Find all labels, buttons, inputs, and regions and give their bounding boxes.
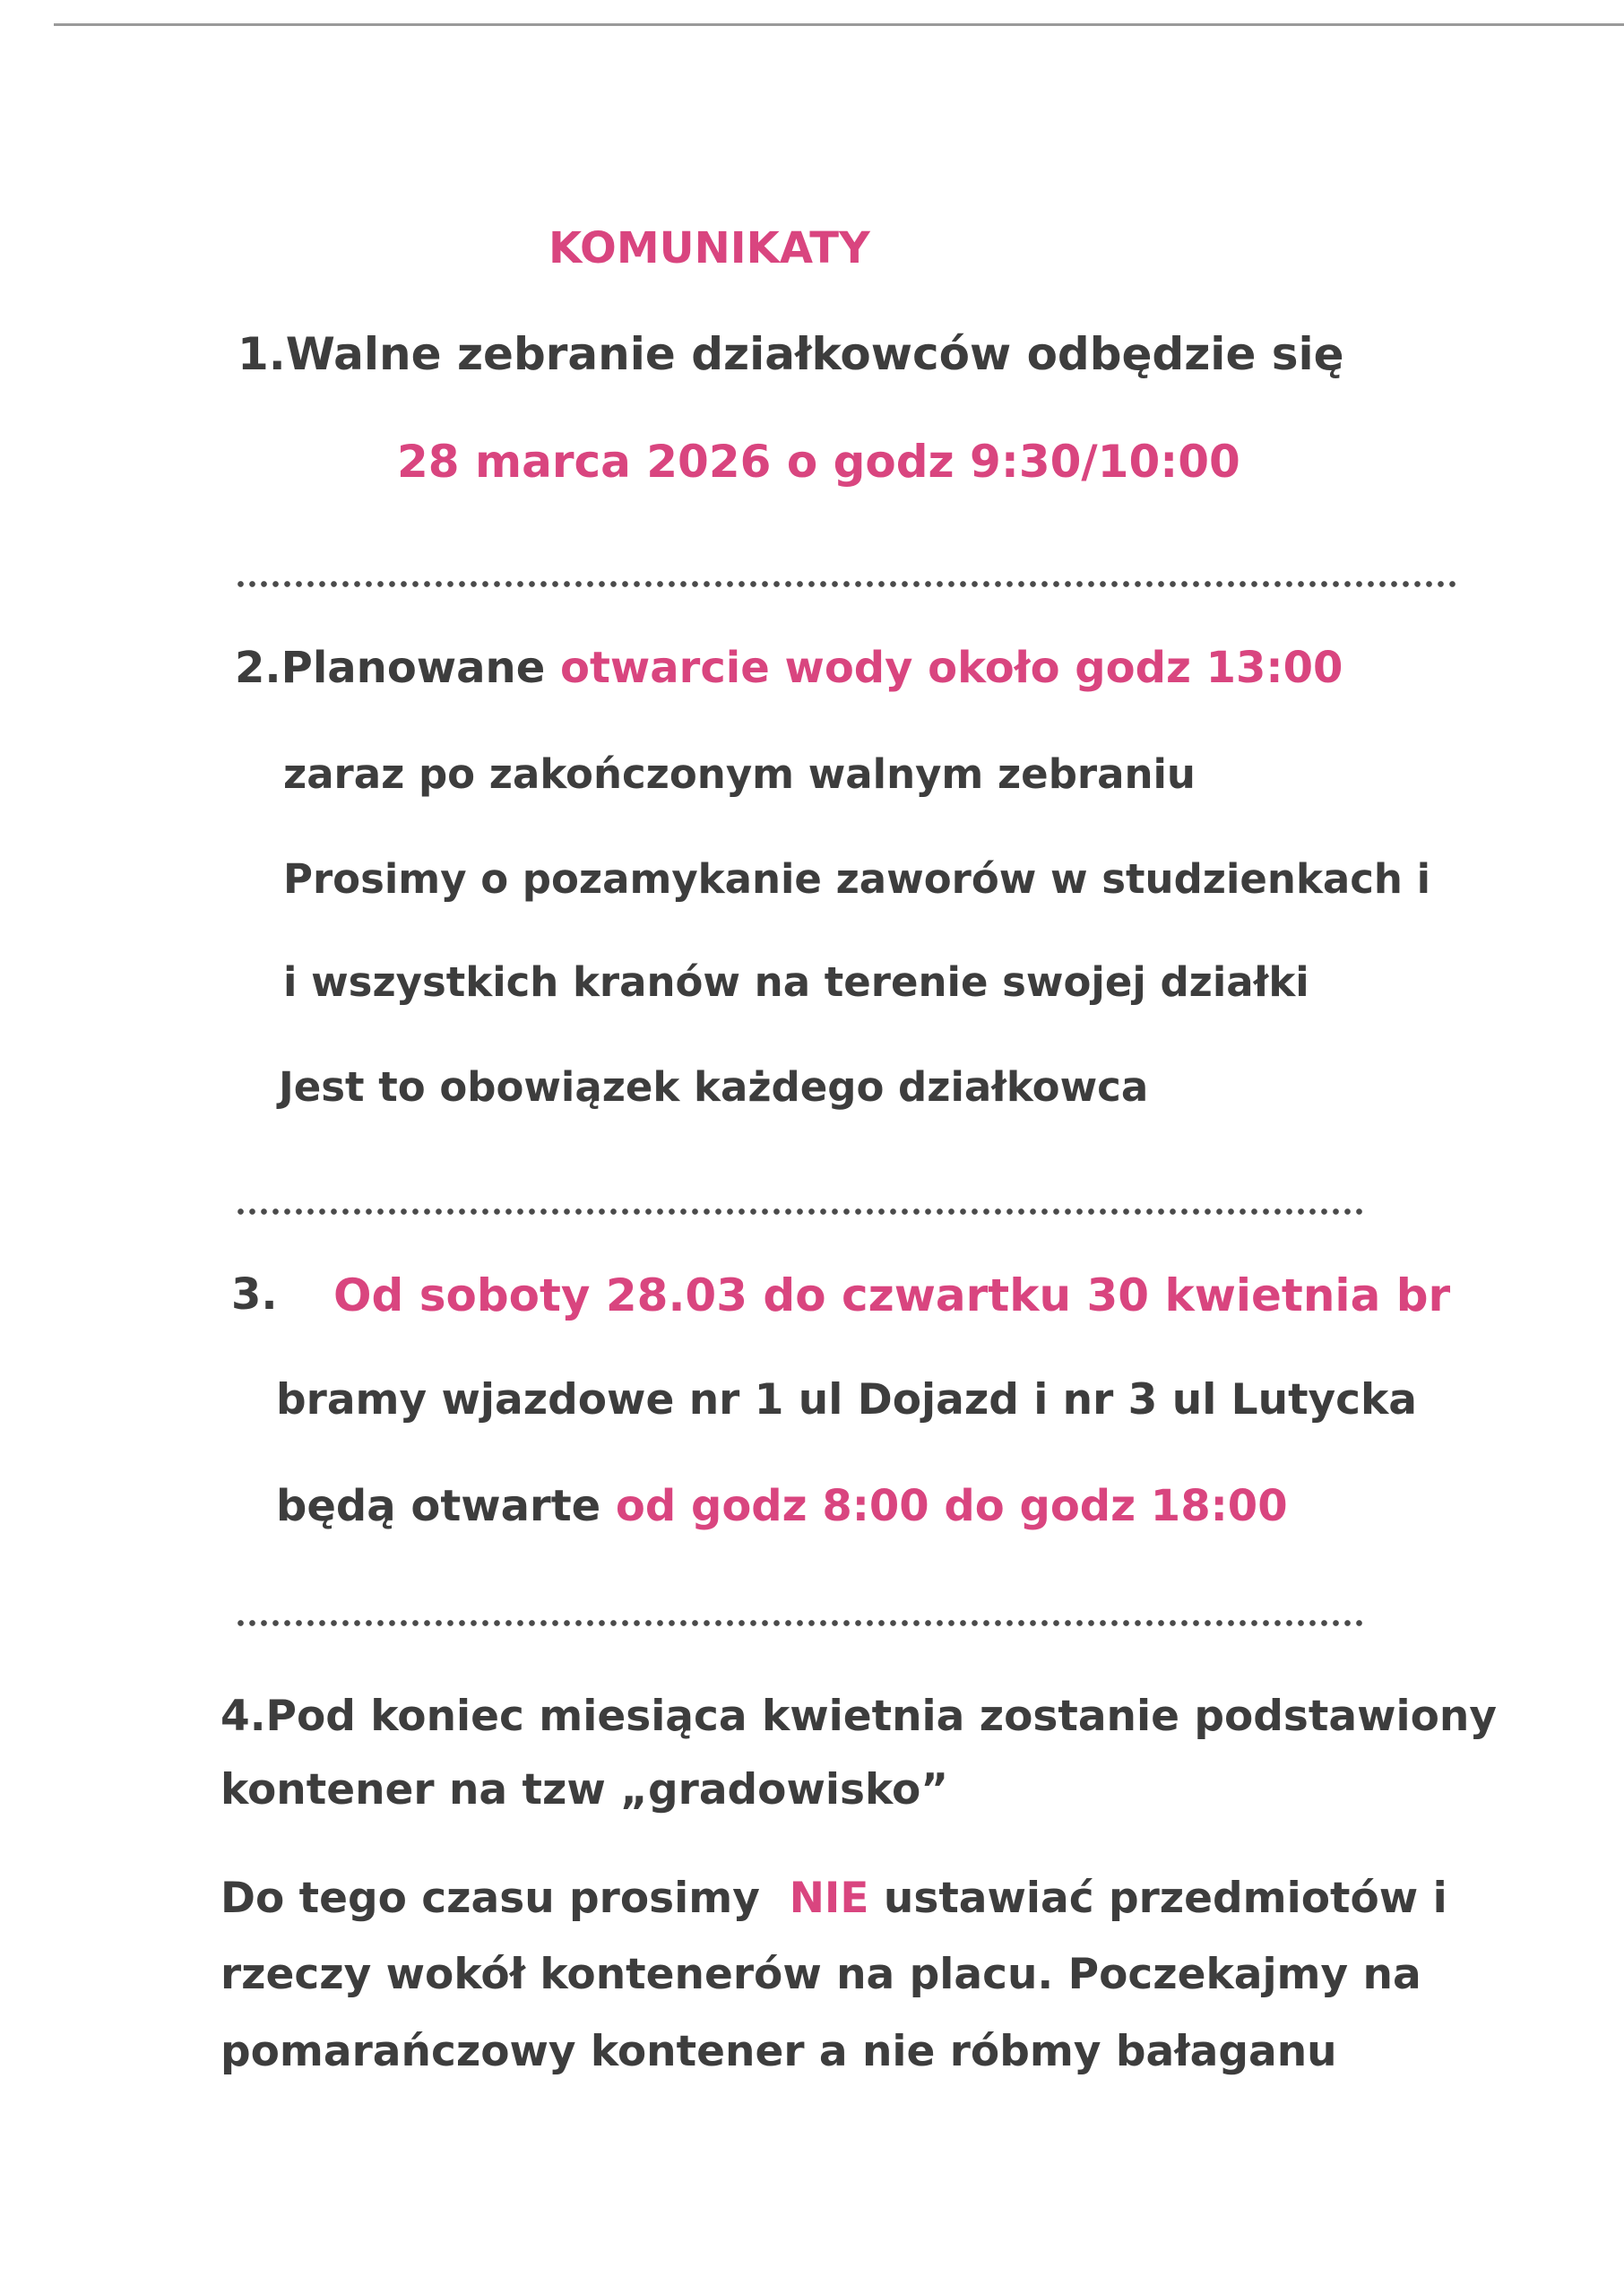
item3-number: 3. <box>231 1269 278 1320</box>
item2-line: i wszystkich kranów na terenie swojej działki <box>283 958 1309 1006</box>
item2-line: Jest to obowiązek każdego działkowca <box>279 1063 1149 1111</box>
item4-line3 <box>220 1875 1447 1923</box>
item4-nie-highlight: NIE <box>789 1874 869 1923</box>
item1-date: 28 marca 2026 o godz 9:30/10:00 <box>397 436 1240 488</box>
item2-first-line <box>235 644 1343 693</box>
item3-line3-highlight: od godz 8:00 do godz 18:00 <box>615 1481 1288 1531</box>
item4-line3-prefix: Do tego czasu prosimy <box>220 1874 760 1923</box>
dotted-separator-3 <box>235 1619 1362 1627</box>
dotted-separator-1 <box>235 580 1457 588</box>
item2-highlight: otwarcie wody około godz 13:00 <box>559 643 1343 693</box>
item4-line2: kontener na tzw „gradowisko” <box>220 1765 949 1814</box>
item4-line5: pomarańczowy kontener a nie róbmy bałaganu <box>220 2027 1337 2076</box>
item3-line3 <box>276 1482 1288 1531</box>
item4-line4: rzeczy wokół kontenerów na placu. Poczekajmy na <box>220 1950 1421 1999</box>
item2-prefix: 2.Planowane <box>235 643 546 693</box>
page-title: KOMUNIKATY <box>549 223 870 273</box>
top-border-line <box>54 23 1624 26</box>
item4-line1: 4.Pod koniec miesiąca kwietnia zostanie podstawiony <box>220 1692 1497 1741</box>
item2-line: zaraz po zakończonym walnym zebraniu <box>283 750 1196 798</box>
item1-text: 1.Walne zebranie działkowców odbędzie się <box>238 328 1344 380</box>
item3-line2: bramy wjazdowe nr 1 ul Dojazd i nr 3 ul Lutycka <box>276 1375 1418 1425</box>
item2-line: Prosimy o pozamykanie zaworów w studzienkach i <box>283 855 1431 903</box>
item3-highlight: Od soboty 28.03 do czwartku 30 kwietnia br <box>333 1269 1451 1321</box>
dotted-separator-2 <box>235 1208 1362 1216</box>
item3-line3-prefix: będą otwarte <box>276 1481 601 1531</box>
item4-line3-suffix: ustawiać przedmiotów i <box>883 1874 1447 1923</box>
